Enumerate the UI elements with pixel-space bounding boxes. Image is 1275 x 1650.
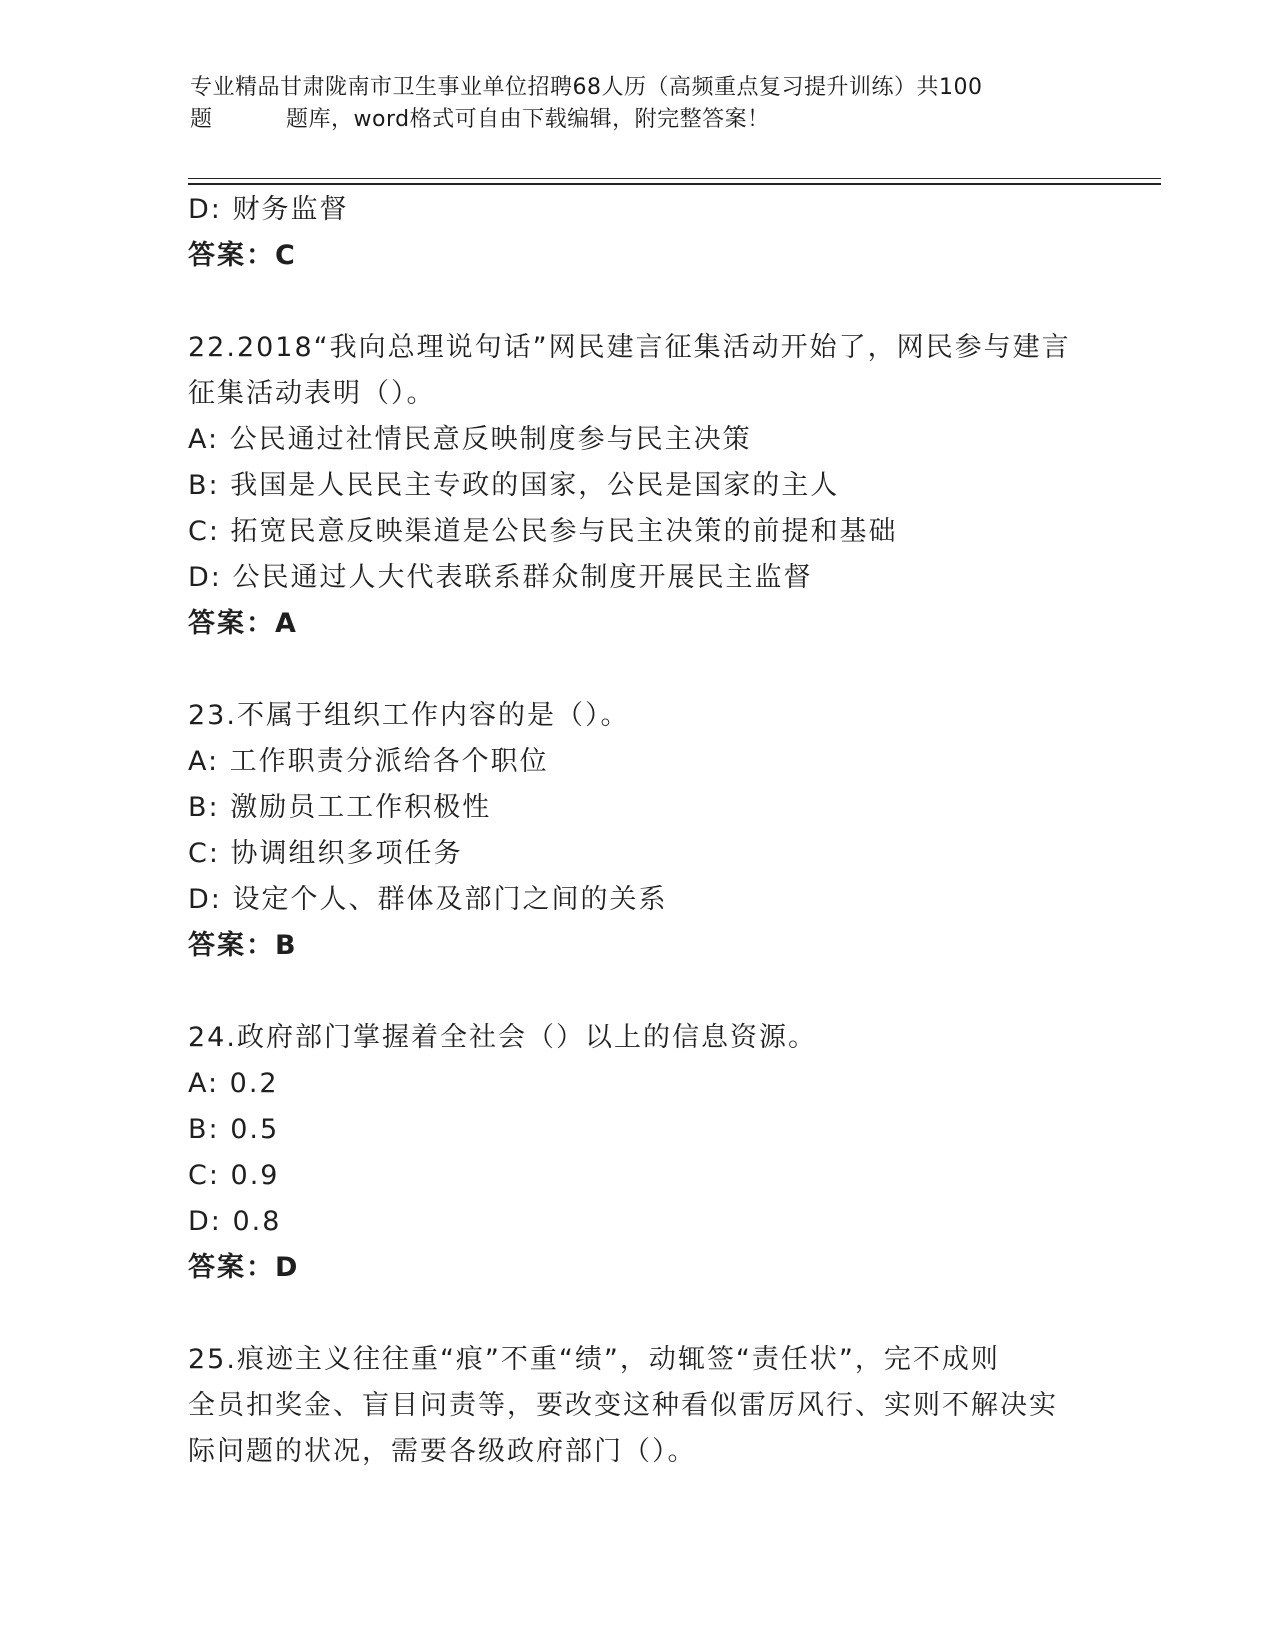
spacer (188, 1291, 1088, 1337)
question-text: 23.不属于组织工作内容的是（）。 (188, 700, 630, 731)
answer-line: 答案：C (188, 240, 297, 271)
document-body (188, 187, 1088, 1475)
answer-line: 答案：A (188, 608, 298, 639)
question-text: 25.痕迹主义往往重“痕”不重“绩”，动辄签“责任状”，完不成则 (188, 1344, 1000, 1375)
option-a: A: 工作职责分派给各个职位 (188, 746, 549, 777)
header-title-line2-right: 题库，word格式可自由下载编辑，附完整答案！ (286, 107, 770, 132)
header-title-line2 (190, 104, 1080, 136)
header-divider-thick (188, 183, 1161, 185)
spacer (188, 969, 1088, 1015)
question-24 (188, 1015, 1088, 1291)
spacer (188, 279, 1088, 325)
answer-line: 答案：D (188, 1252, 300, 1283)
option-d: D: 公民通过人大代表联系群众制度开展民主监督 (188, 562, 813, 593)
option-c: C: 0.9 (188, 1160, 280, 1191)
question-text: 际问题的状况，需要各级政府部门（）。 (188, 1436, 697, 1467)
answer-line: 答案：B (188, 930, 298, 961)
header-title-line2-left: 题 (190, 107, 213, 132)
option-a: A: 0.2 (188, 1068, 279, 1099)
option-b: B: 0.5 (188, 1114, 280, 1145)
option-d: D: 财务监督 (188, 194, 349, 225)
page-header (190, 72, 1080, 136)
question-22 (188, 325, 1088, 647)
question-text: 22.2018“我向总理说句话”网民建言征集活动开始了，网民参与建言 (188, 332, 1071, 363)
question-text: 征集活动表明（）。 (188, 378, 436, 409)
spacer (188, 647, 1088, 693)
question-text: 全员扣奖金、盲目问责等，要改变这种看似雷厉风行、实则不解决实 (188, 1390, 1058, 1421)
option-c: C: 拓宽民意反映渠道是公民参与民主决策的前提和基础 (188, 516, 898, 547)
question-25 (188, 1337, 1088, 1475)
option-c: C: 协调组织多项任务 (188, 838, 463, 869)
question-text: 24.政府部门掌握着全社会（）以上的信息资源。 (188, 1022, 817, 1053)
question-23 (188, 693, 1088, 969)
header-title-line1: 专业精品甘肃陇南市卫生事业单位招聘68人历（高频重点复习提升训练）共100 (190, 75, 983, 100)
option-d: D: 0.8 (188, 1206, 282, 1237)
option-a: A: 公民通过社情民意反映制度参与民主决策 (188, 424, 752, 455)
option-b: B: 激励员工工作积极性 (188, 792, 492, 823)
header-divider-thin (188, 178, 1161, 179)
option-d: D: 设定个人、群体及部门之间的关系 (188, 884, 668, 915)
option-b: B: 我国是人民民主专政的国家，公民是国家的主人 (188, 470, 840, 501)
